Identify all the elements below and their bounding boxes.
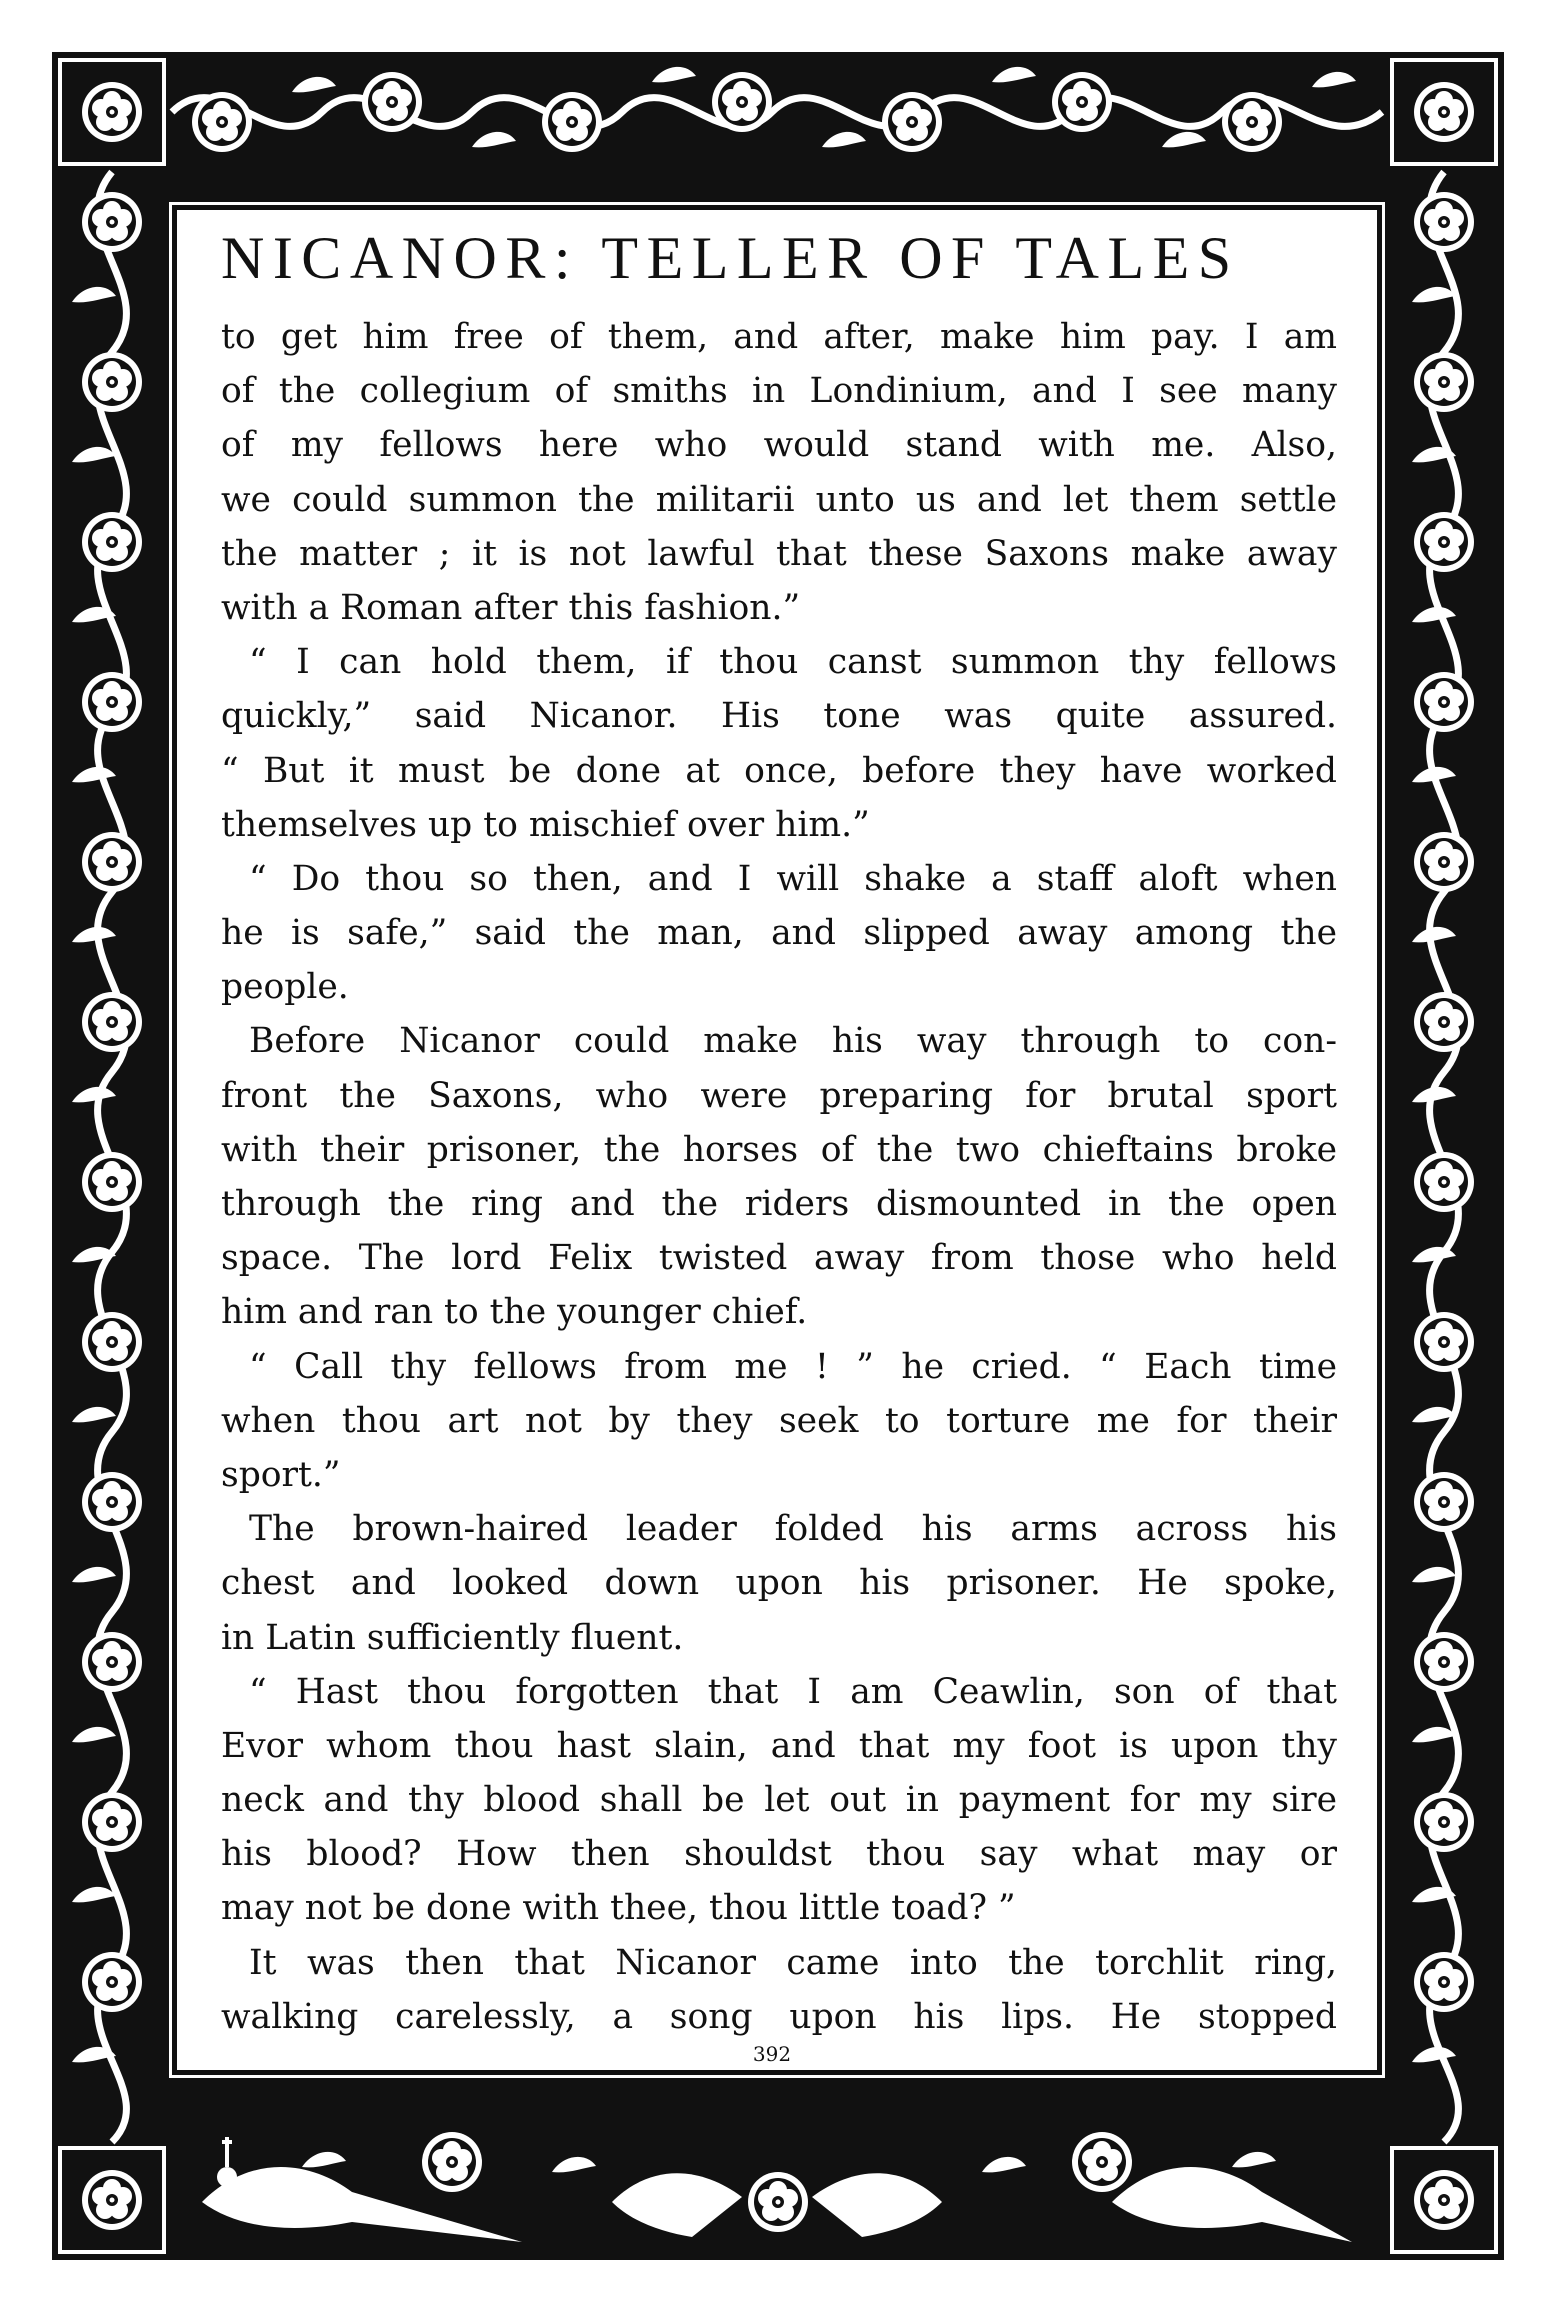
body-text <box>221 310 1337 2044</box>
page-number: 392 <box>742 2042 802 2066</box>
text-line: “ But it must be done at once, before they have worked <box>221 750 1337 791</box>
text-line: through the ring and the riders dismounted in the open <box>221 1184 1337 1224</box>
text-line: with their prisoner, the horses of the two chieftains broke <box>221 1129 1337 1170</box>
text-line: may not be done with thee, thou little toad? ” <box>221 1888 1016 1929</box>
text-line: he is safe,” said the man, and slipped away among the <box>221 913 1337 954</box>
text-line: to get him free of them, and after, make him pay. I am <box>221 317 1337 357</box>
text-line: themselves up to mischief over him.” <box>221 804 870 845</box>
running-head: NICANOR: TELLER OF TALES <box>221 225 1240 291</box>
text-line: “ I can hold them, if thou canst summon thy fellows <box>249 642 1337 683</box>
text-line: “ Do thou so then, and I will shake a staff aloft when <box>249 858 1337 899</box>
text-line: we could summon the militarii unto us and let them settle <box>221 479 1337 520</box>
text-line: walking carelessly, a song upon his lips. He stopped <box>221 1996 1337 2037</box>
text-line: space. The lord Felix twisted away from those who held <box>221 1238 1337 1279</box>
text-line: Evor whom thou hast slain, and that my foot is upon thy <box>221 1725 1337 1766</box>
text-line: “ Hast thou forgotten that I am Ceawlin, son of that <box>249 1671 1337 1712</box>
text-line: front the Saxons, who were preparing for brutal sport <box>221 1075 1337 1116</box>
text-line: with a Roman after this fashion.” <box>221 587 801 628</box>
text-line: his blood? How then shouldst thou say what may or <box>221 1834 1337 1875</box>
text-line: sport.” <box>221 1454 341 1495</box>
text-line: quickly,” said Nicanor. His tone was quite assured. <box>221 696 1337 737</box>
text-line: It was then that Nicanor came into the torchlit ring, <box>249 1942 1337 1983</box>
text-line: when thou art not by they seek to torture me for their <box>221 1400 1337 1441</box>
text-line: of the collegium of smiths in Londinium, and I see many <box>221 371 1337 412</box>
text-line: neck and thy blood shall be let out in payment for my sire <box>221 1780 1337 1821</box>
text-line: chest and looked down upon his prisoner. He spoke, <box>221 1563 1337 1604</box>
text-line: of my fellows here who would stand with me. Also, <box>221 425 1337 466</box>
text-line: him and ran to the younger chief. <box>221 1292 808 1333</box>
text-line: Before Nicanor could make his way through to con- <box>249 1021 1337 1062</box>
text-line: people. <box>221 967 349 1008</box>
text-line: in Latin sufficiently fluent. <box>221 1617 684 1658</box>
text-line: “ Call thy fellows from me ! ” he cried. “ Each time <box>249 1346 1337 1387</box>
text-line: The brown-haired leader folded his arms across his <box>249 1509 1337 1550</box>
text-panel <box>172 205 1382 2075</box>
text-line: the matter ; it is not lawful that these Saxons make away <box>221 533 1337 574</box>
